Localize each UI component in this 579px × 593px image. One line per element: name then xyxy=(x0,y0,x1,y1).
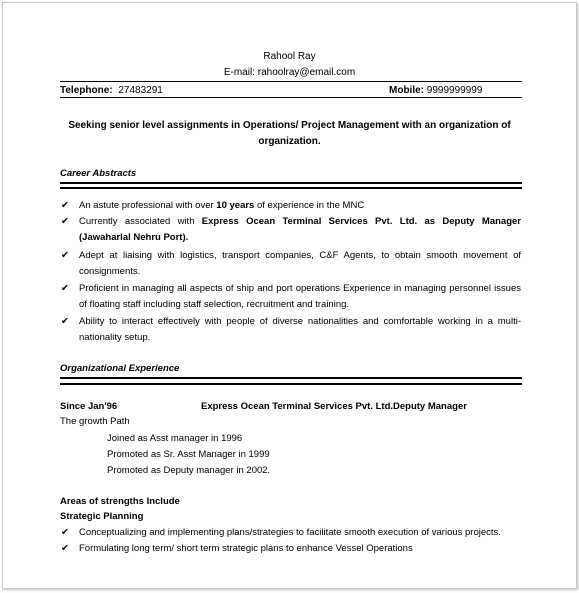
mobile-row xyxy=(389,84,482,97)
career-abstracts-rule-2 xyxy=(60,187,522,189)
career-abstracts-heading: Career Abstracts xyxy=(60,168,137,179)
objective-line-1: Seeking senior level assignments in Operations/ Project Management with an organization of xyxy=(68,120,511,131)
objective-line-2: organization. xyxy=(258,136,321,147)
career-item-1 xyxy=(79,198,521,214)
promotion-item: Joined as Asst manager in 1996 xyxy=(107,433,243,444)
career-item-1-text-end: of experience in the MNC xyxy=(254,200,365,211)
strategic-item: Conceptualizing and implementing plans/strategies to facilitate smooth execution of various projects. xyxy=(79,527,501,538)
telephone-label: Telephone: xyxy=(60,85,113,96)
career-item-4: Proficient in managing all aspects of ship and port operations Experience in managing personnel issues of floating staff including staff selection, recruitment and training. xyxy=(79,283,521,310)
career-item-2-text: Currently associated with xyxy=(79,216,202,227)
mobile-value: 9999999999 xyxy=(426,85,483,96)
career-item-5: Ability to interact effectively with people of diverse nationalities and comfortable working in a multi-nationality setup. xyxy=(79,316,521,343)
email-line: E-mail: rahoolray@email.com xyxy=(223,67,356,78)
telephone-value: 27483291 xyxy=(118,85,163,96)
checkmark-icon: ✔ xyxy=(61,543,69,554)
checkmark-icon: ✔ xyxy=(61,216,69,227)
org-experience-rule-2 xyxy=(60,383,522,385)
org-experience-heading: Organizational Experience xyxy=(60,363,180,374)
checkmark-icon: ✔ xyxy=(61,316,69,327)
checkmark-icon: ✔ xyxy=(61,200,69,211)
since-date: Since Jan'96 xyxy=(60,401,118,412)
career-item-2-bold: Express Ocean Terminal Services Pvt. Ltd. as Deputy Manager (Jawaharlal Nehru Port). xyxy=(79,216,521,243)
resume-page xyxy=(2,2,577,589)
org-experience-rule-1 xyxy=(60,377,522,379)
mobile-label: Mobile: xyxy=(389,85,424,96)
career-item-2 xyxy=(79,214,521,246)
career-item-1-bold: 10 years xyxy=(216,200,255,211)
checkmark-icon: ✔ xyxy=(61,527,69,538)
candidate-name: Rahool Ray xyxy=(263,51,316,62)
promotion-item: Promoted as Deputy manager in 2002. xyxy=(107,465,271,476)
header-divider xyxy=(60,81,522,82)
company-position: Express Ocean Terminal Services Pvt. Ltd.Deputy Manager xyxy=(201,401,467,412)
career-item-1-text: An astute professional with over xyxy=(79,200,217,211)
career-item-3: Adept at liaising with logistics, transport companies, C&F Agents, to obtain smooth movement of consignments. xyxy=(79,250,521,277)
checkmark-icon: ✔ xyxy=(61,250,69,261)
checkmark-icon: ✔ xyxy=(61,283,69,294)
growth-path-label: The growth Path xyxy=(60,416,130,427)
telephone-row xyxy=(60,84,163,97)
strategic-item: Formulating long term/ short term strategic plans to enhance Vessel Operations xyxy=(79,543,413,554)
contact-divider xyxy=(60,97,522,98)
strengths-heading: Areas of strengths Include xyxy=(60,496,180,507)
career-abstracts-rule-1 xyxy=(60,182,522,184)
strategic-planning-heading: Strategic Planning xyxy=(60,511,144,522)
promotion-item: Promoted as Sr. Asst Manager in 1999 xyxy=(107,449,270,460)
